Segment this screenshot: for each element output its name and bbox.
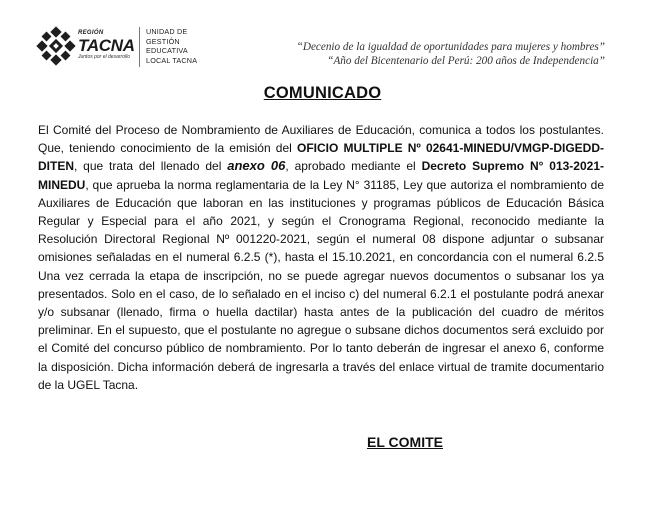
decenio-line-1: “Decenio de la igualdad de oportunidades para mujeres y hombres” — [296, 41, 605, 53]
decreto-reference: Decreto Supremo N° 013-2021-MINEDU — [38, 159, 604, 192]
oficio-reference: OFICIO MULTIPLE Nº 02641-MINEDU/VMGP-DIGEDD-DITEN — [38, 141, 604, 174]
letterhead — [0, 0, 645, 80]
body-paragraph: El Comité del Proceso de Nombramiento de Auxiliares de Educación, comunica a todos los postulantes. Que, teniendo conocimiento de la emisión del OFICIO MULTIPLE Nº 02641-MINEDU/VMGP-DIGEDD-DITEN, que trata del llenado del anexo 06, aprobado mediante el Decreto Supremo N° 013-2021-MINEDU, que aprueba la norma reglamentaria de la Ley N° 31185, Ley que autoriza el nombramiento de Auxiliares de Educación que laboran en las instituciones y programas públicos de Educación Básica Regular y Especial para el año 2021, y según el Cronograma Regional, reconocido mediante la Resolución Directoral Regional Nº 001220-2021, según el numeral 08 dispone adjuntar o subsanar omisiones señaladas en el numeral 6.2.5 (*), hasta el 15.10.2021, en concordancia con el numeral 6.2.5 Una vez cerrada la etapa de inscripción, no se puede agregar nuevos documentos o subsanar los ya presentados. Solo en el caso, de lo señalado en el inciso c) del numeral 6.2.1 el postulante podrá anexar y/o subsanar (llenado, firma o huella dactilar) hasta antes de la publicación del cuadro de méritos preliminar. En el supuesto, que el postulante no agregue o subsane dichos documentos será excluido por el Comité del concurso público de nombramiento. Por lo tanto deberán de ingresar el anexo 6, conforme la disposición. Dicha información deberá de ingresarla a través del enlace virtual de tramite documentario de la UGEL Tacna. — [38, 123, 604, 392]
page-title: COMUNICADO — [263, 84, 382, 102]
header-divider — [139, 27, 140, 67]
region-tacna-logo-icon — [36, 26, 76, 66]
signature: EL COMITE — [367, 434, 443, 450]
decenio-line-2: “Año del Bicentenario del Perú: 200 años de Independencia” — [327, 55, 605, 67]
region-wordmark — [78, 30, 135, 60]
decenio-motto — [297, 40, 605, 68]
region-label: REGIÓN — [78, 30, 104, 36]
anexo-reference: anexo 06 — [227, 158, 286, 174]
tacna-label: TACNA — [78, 36, 135, 55]
region-tagline: Juntos por el desarrollo — [78, 54, 130, 60]
ugel-name: UNIDAD DE GESTIÓN EDUCATIVA LOCAL TACNA — [146, 27, 198, 65]
